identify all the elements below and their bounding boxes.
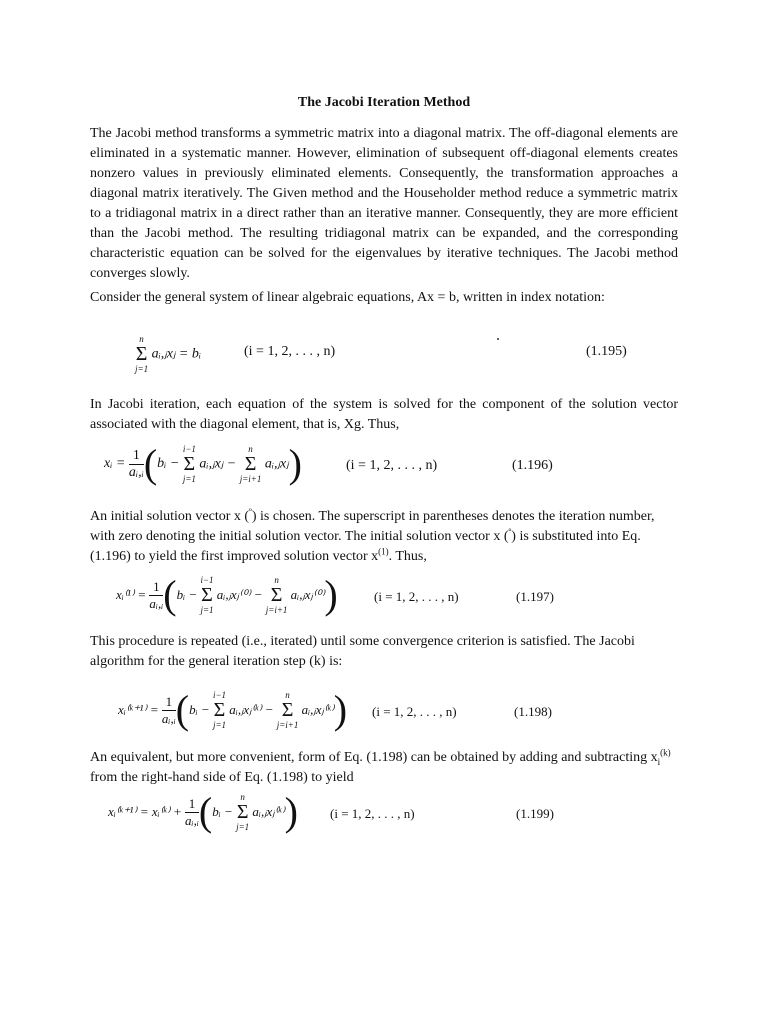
equation-body: xᵢ = $\frac{1}{\text{aᵢ,ᵢ}}$ (bᵢ − i−1 Σ j=1 aᵢ,ⱼxⱼ − n Σ j=i+1 aᵢ,ⱼxⱼ) <box>104 441 302 486</box>
equation-range: (i = 1, 2, . . . , n) <box>374 589 459 604</box>
equation-number: (1.197) <box>516 589 554 604</box>
sum-upper-limit: i−1 <box>212 690 227 700</box>
equation-term: aᵢ,ⱼxⱼ <box>264 456 289 472</box>
summation-symbol: i−1 Σ j=1 <box>212 690 227 730</box>
equation-lhs: xᵢ = <box>104 456 126 471</box>
sum-upper-limit: n <box>139 334 144 344</box>
sum-upper-limit: n <box>240 792 245 802</box>
paragraph-text: An equivalent, but more convenient, form of Eq. (1.198) can be obtained by adding and subtracting x <box>90 750 658 765</box>
sum-upper-limit: i−1 <box>200 575 214 585</box>
equation-body: xᵢ⁽ᵏ⁺¹⁾ = $\frac{1}{\text{aᵢ,ᵢ}}$ (bᵢ − i−1 Σ j=1 aᵢ,ⱼxⱼ⁽ᵏ⁾ − n Σ j=i+1 aᵢ,ⱼxⱼ⁽ᵏ⁾) <box>118 687 348 732</box>
paragraph-text: . Thus, <box>388 549 427 564</box>
page-title: The Jacobi Iteration Method <box>297 95 471 110</box>
equation-number: (1.199) <box>516 806 554 821</box>
equation-term: aᵢ,ⱼxⱼ⁽ᵏ⁾ <box>301 702 334 717</box>
equation-term: aᵢ,ⱼxⱼ − <box>199 456 237 472</box>
equation-lhs: xᵢ⁽ᵏ⁺¹⁾ = <box>118 702 159 717</box>
summation-symbol: n Σ j=i+1 <box>265 575 288 615</box>
fraction-denominator: aᵢ,ᵢ <box>149 595 164 611</box>
sum-lower-limit: j=i+1 <box>276 720 299 730</box>
equation-range: (i = 1, 2, . . . , n) <box>244 344 336 359</box>
paragraph-procedure: This procedure is repeated (i.e., iterated) until some convergence criterion is satisfied. The Jacobi algorithm for the general iteration step (k) is: <box>90 634 635 669</box>
fraction-denominator: aᵢ,ᵢ <box>161 710 176 726</box>
sum-upper-limit: n <box>274 575 279 585</box>
superscript: (k) <box>660 747 671 758</box>
equation-1-198 <box>0 687 768 734</box>
paragraph-equivalent-form <box>90 748 678 788</box>
equation-term: aᵢ,ⱼxⱼ⁽ᵏ⁾ <box>252 804 285 819</box>
equation-range: (i = 1, 2, . . . , n) <box>330 806 415 821</box>
equation-range: (i = 1, 2, . . . , n) <box>346 458 438 473</box>
equation-body <box>135 334 201 374</box>
equation-lhs: xᵢ⁽ᵏ⁺¹⁾ = xᵢ⁽ᵏ⁾ + <box>108 804 182 819</box>
equation-1-195 <box>0 334 768 374</box>
sum-upper-limit: n <box>285 690 290 700</box>
equation-number: (1.196) <box>512 458 553 473</box>
sum-lower-limit: j=1 <box>200 605 214 615</box>
fraction-numerator: 1 <box>185 796 199 813</box>
superscript: (1) <box>378 546 389 557</box>
equation-term: bᵢ − <box>157 456 180 471</box>
sum-lower-limit: j=1 <box>182 474 196 484</box>
sum-lower-limit: j=i+1 <box>239 474 262 484</box>
sum-upper-limit: i−1 <box>182 444 196 454</box>
paragraph-text: An initial solution vector x ( <box>90 509 250 524</box>
subscript: i <box>657 756 661 767</box>
fraction <box>129 448 144 481</box>
summation-symbol: n Σ j=i+1 <box>239 444 262 484</box>
sum-upper-limit: n <box>248 444 253 454</box>
summation-symbol: i−1 Σ j=1 <box>200 575 214 615</box>
paragraph-initial-vector <box>90 507 678 567</box>
summation-symbol: n Σ j=1 <box>135 334 149 374</box>
summation-symbol: n Σ j=i+1 <box>276 690 299 730</box>
fraction <box>185 796 199 829</box>
superscript: º <box>249 506 252 517</box>
paragraph-text: from the right-hand side of Eq. (1.198) to yield <box>90 770 354 785</box>
fraction <box>162 694 176 727</box>
equation-term: bᵢ − <box>176 587 198 602</box>
superscript: º <box>508 526 512 537</box>
fraction-denominator: aᵢ,ᵢ <box>185 812 199 828</box>
fraction-numerator: 1 <box>149 579 163 596</box>
equation-1-197 <box>0 572 768 619</box>
sum-lower-limit: j=1 <box>212 720 227 730</box>
equation-term: aᵢ,ⱼxⱼ⁽⁰⁾ <box>290 587 325 602</box>
paragraph-intro: The Jacobi method transforms a symmetric matrix into a diagonal matrix. The off-diagonal elements are eliminated in a systematic manner. However, elimination of subsequent off-diagonal elements creates nonzero values in previously eliminated elements. Consequently, the transformation approaches a diagonal matrix iteratively. The Given method and the Householder method reduce a symmetric matrix to a tridiagonal matrix in a direct rather than an iterative manner. Consequently, they are more efficient than the Jacobi method. The resulting tridiagonal matrix can be expanded, and the corresponding characteristic equation can be solved for the eigenvalues by iterative techniques. The Jacobi method converges slowly. <box>90 126 678 281</box>
equation-term: bᵢ − <box>212 804 233 819</box>
equation-term: aᵢ,ⱼxⱼ⁽ᵏ⁾ − <box>229 702 274 717</box>
equation-range: (i = 1, 2, . . . , n) <box>372 704 457 719</box>
sum-lower-limit: j=1 <box>135 364 149 374</box>
paragraph-text: ) is chosen. The superscript in parentheses denotes the iteration number, with zero denoting the initial solution vector. The initial solution vector x ( <box>90 509 655 544</box>
equation-term: aᵢ,ⱼxⱼ = bᵢ <box>151 346 202 362</box>
paragraph-jacobi-iteration: In Jacobi iteration, each equation of the system is solved for the component of the solution vector associated with the diagonal element, that is, Xg. Thus, <box>90 397 678 432</box>
fraction-numerator: 1 <box>129 448 144 465</box>
equation-term: aᵢ,ⱼxⱼ⁽⁰⁾ − <box>216 587 263 602</box>
paragraph-text: ) is substituted into Eq. (1.196) to yield the first improved solution vector x <box>90 529 641 564</box>
equation-1-196 <box>0 441 768 488</box>
sum-lower-limit: j=1 <box>236 822 250 832</box>
summation-symbol: n Σ j=1 <box>236 792 250 832</box>
equation-body: xᵢ⁽ᵏ⁺¹⁾ = xᵢ⁽ᵏ⁾ + $\frac{1}{\text{aᵢ,ᵢ}}$ (bᵢ − n Σ j=1 aᵢ,ⱼxⱼ⁽ᵏ⁾) <box>108 789 298 834</box>
fraction <box>149 579 163 612</box>
summation-symbol: i−1 Σ j=1 <box>182 444 196 484</box>
paragraph-system: Consider the general system of linear algebraic equations, Ax = b, written in index notation: <box>90 290 605 305</box>
scan-speck <box>497 338 499 340</box>
equation-number: (1.195) <box>586 344 627 359</box>
equation-lhs: xᵢ⁽¹⁾ = <box>116 587 147 602</box>
fraction-denominator: aᵢ,ᵢ <box>128 464 144 480</box>
sum-lower-limit: j=i+1 <box>265 605 288 615</box>
fraction-numerator: 1 <box>162 694 176 711</box>
equation-number: (1.198) <box>514 704 552 719</box>
equation-term: bᵢ − <box>189 702 210 717</box>
equation-body: xᵢ⁽¹⁾ = $\frac{1}{\text{aᵢ,ᵢ}}$ (bᵢ − i−1 Σ j=1 aᵢ,ⱼxⱼ⁽⁰⁾ − n Σ j=i+1 aᵢ,ⱼxⱼ⁽⁰⁾) <box>116 572 338 617</box>
equation-1-199 <box>0 789 768 836</box>
